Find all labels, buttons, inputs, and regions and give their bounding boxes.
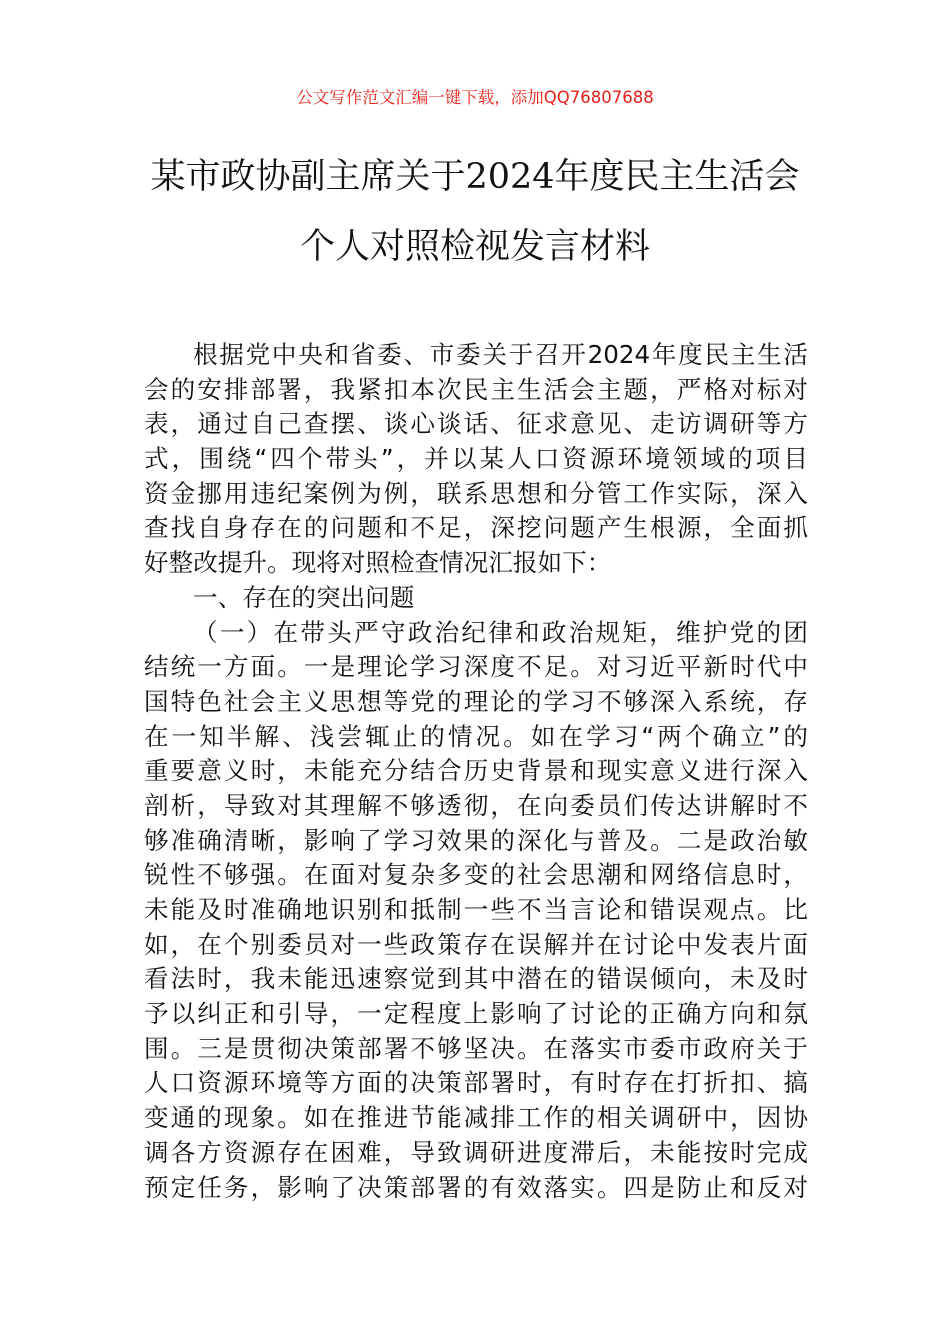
- paragraph2-line: 在一知半解、浅尝辄止的情况。如在学习“两个确立”的: [144, 721, 808, 751]
- download-banner: 公文写作范文汇编一键下载，添加QQ76807688: [296, 88, 654, 107]
- paragraph2-line: 国特色社会主义思想等党的理论的学习不够深入系统，存: [144, 686, 808, 716]
- paragraph2-line: 人口资源环境等方面的决策部署时，有时存在打折扣、搞: [144, 1068, 808, 1098]
- paragraph2-line: 调各方资源存在困难，导致调研进度滞后，未能按时完成: [144, 1137, 808, 1167]
- paragraph2-line: 预定任务，影响了决策部署的有效落实。四是防止和反对: [144, 1172, 808, 1202]
- paragraph1-line: 根据党中央和省委、市委关于召开2024年度民主生活: [193, 340, 808, 369]
- paragraph2-line: 重要意义时，未能充分结合历史背景和现实意义进行深入: [144, 756, 808, 786]
- paragraph2-line: 变通的现象。如在推进节能减排工作的相关调研中，因协: [144, 1103, 808, 1133]
- document-title-line2: 个人对照检视发言材料: [299, 227, 650, 267]
- paragraph2-line: 结统一方面。一是理论学习深度不足。对习近平新时代中: [144, 652, 808, 682]
- paragraph1-line: 式，围绕“四个带头”，并以某人口资源环境领域的项目: [144, 444, 808, 474]
- paragraph1-line: 好整改提升。现将对照检查情况汇报如下：: [144, 548, 612, 578]
- paragraph2-line: （一）在带头严守政治纪律和政治规矩，维护党的团: [193, 617, 808, 647]
- paragraph2-line: 锐性不够强。在面对复杂多变的社会思潮和网络信息时，: [144, 860, 808, 890]
- paragraph2-line: 看法时，我未能迅速察觉到其中潜在的错误倾向，未及时: [144, 964, 808, 994]
- paragraph2-line: 予以纠正和引导，一定程度上影响了讨论的正确方向和氛: [144, 999, 808, 1029]
- paragraph2-line: 如，在个别委员对一些政策存在误解并在讨论中发表片面: [144, 929, 808, 959]
- document-title-line1: 某市政协副主席关于2024年度民主生活会: [150, 157, 800, 197]
- paragraph2-line: 够准确清晰，影响了学习效果的深化与普及。二是政治敏: [144, 825, 808, 855]
- paragraph1-line: 资金挪用违纪案例为例，联系思想和分管工作实际，深入: [144, 478, 808, 508]
- paragraph1-line: 查找自身存在的问题和不足，深挖问题产生根源，全面抓: [144, 513, 808, 543]
- paragraph2-line: 未能及时准确地识别和抵制一些不当言论和错误观点。比: [144, 895, 808, 924]
- paragraph1-line: 会的安排部署，我紧扣本次民主生活会主题，严格对标对: [144, 374, 808, 404]
- document-body: [144, 338, 808, 1205]
- section1-heading: 一、存在的突出问题: [193, 582, 415, 612]
- paragraph1-line: 表，通过自己查摆、谈心谈话、征求意见、走访调研等方: [144, 409, 808, 439]
- paragraph2-line: 剖析，导致对其理解不够透彻，在向委员们传达讲解时不: [144, 790, 808, 820]
- paragraph2-line: 围。三是贯彻决策部署不够坚决。在落实市委市政府关于: [144, 1033, 808, 1063]
